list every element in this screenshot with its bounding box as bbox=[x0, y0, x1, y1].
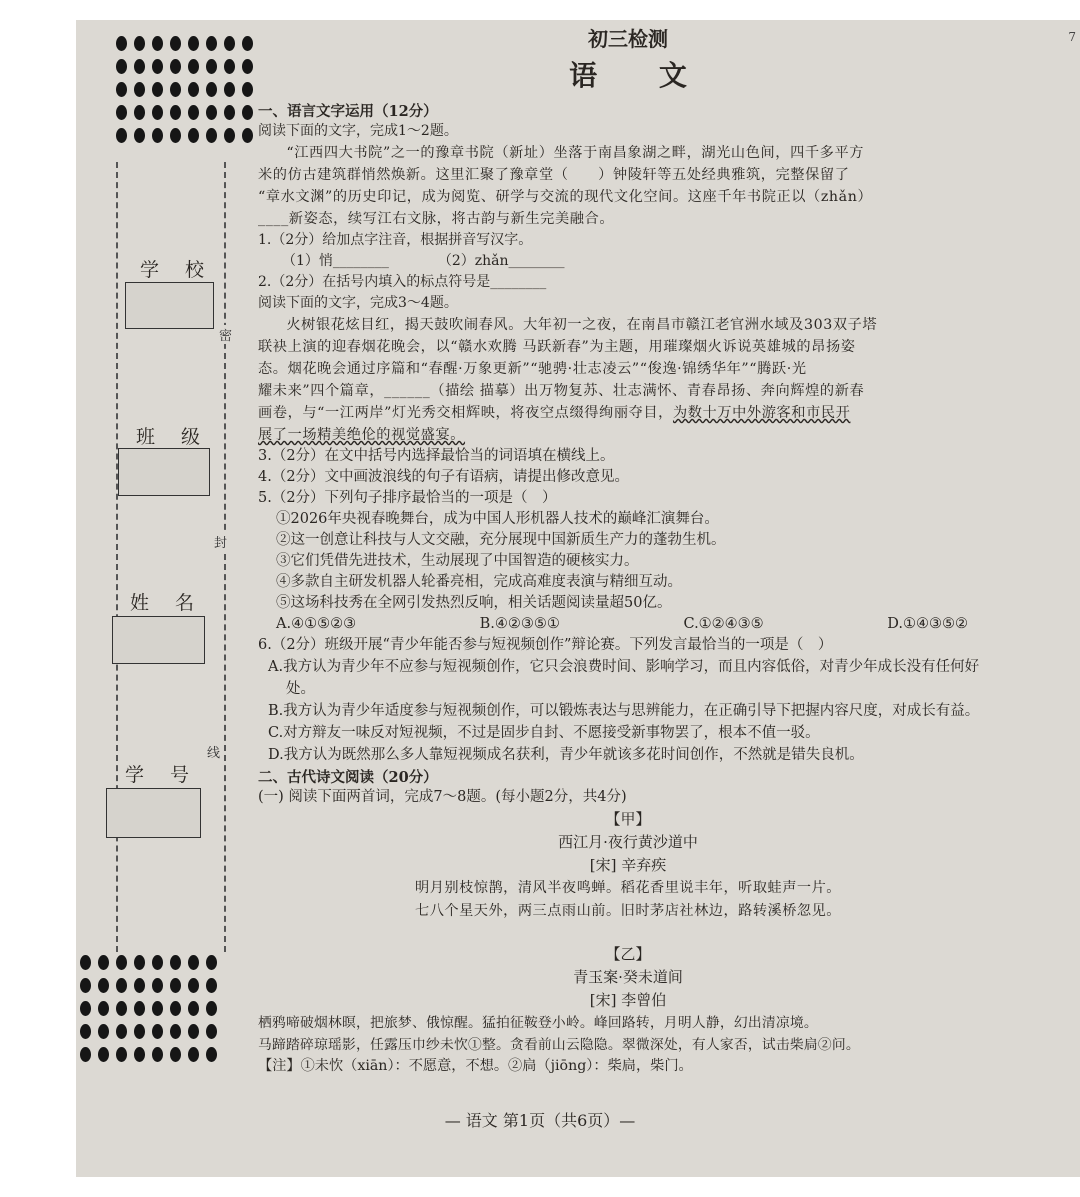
school-label: 学 校 bbox=[140, 259, 215, 281]
passage2-line: 火树银花炫目红，揭天鼓吹闹春风。大年初一之夜，在南昌市赣江老官洲水域及303双子塔 bbox=[286, 317, 878, 333]
q5-option-d[interactable]: D.①④③⑤② bbox=[887, 616, 968, 632]
question-1-subitems bbox=[258, 251, 998, 272]
poem-b-author: [宋] 李曾伯 bbox=[589, 991, 667, 1009]
q5-item: ④多款自主研发机器人轮番亮相，完成高难度表演与精细互动。 bbox=[276, 574, 682, 590]
question-1-sub2: （2）zhǎn________ bbox=[437, 253, 565, 269]
q6-option-a[interactable]: A.我方认为青少年不应参与短视频创作，它只会浪费时间、影响学习，而且内容低俗，对青少年成长没有任何好处。 bbox=[268, 659, 980, 697]
question-3: 3.（2分）在文中括号内选择最恰当的词语填在横线上。 bbox=[258, 448, 615, 464]
question-6: 6.（2分）班级开展“青少年能否参与短视频创作”辩论赛。下列发言最恰当的一项是（ ） bbox=[258, 637, 833, 653]
q5-option-a[interactable]: A.④①⑤②③ bbox=[276, 616, 357, 632]
poem-b-label: 【乙】 bbox=[605, 945, 651, 963]
binding-line-right bbox=[224, 162, 226, 952]
poem-a-line: 七八个星天外，两三点雨山前。旧时茅店社林边，路转溪桥忽见。 bbox=[415, 903, 841, 919]
section2-subheading: (一) 阅读下面两首词，完成7～8题。(每小题2分，共4分) bbox=[258, 789, 627, 805]
passage1-line: ____新姿态，续写江右文脉，将古韵与新生完美融合。 bbox=[258, 211, 615, 227]
passage2-line: 态。烟花晚会通过序篇和“春醒·万象更新”“驰骋·壮志凌云”“俊逸·锦绣华年”“腾跃·光 bbox=[258, 361, 807, 377]
student-id-field[interactable] bbox=[106, 788, 201, 838]
poem-b-line: 马蹄踏碎琼瑶影，任露压巾纱未忺①整。贪看前山云隐隐。翠微深处，有人家否，试击柴扃②问。 bbox=[258, 1037, 860, 1053]
poem-a-title: 西江月·夜行黄沙道中 bbox=[558, 833, 698, 851]
exam-title: 初三检测 bbox=[588, 27, 668, 51]
q5-item: ①2026年央视春晚舞台，成为中国人形机器人技术的巅峰汇演舞台。 bbox=[276, 511, 719, 527]
question-1-sub1: （1）悄________ bbox=[282, 253, 389, 269]
page-footer: — 语文 第1页（共6页）— bbox=[444, 1111, 636, 1130]
passage2-line bbox=[258, 424, 998, 446]
section1-intro1: 阅读下面的文字，完成1～2题。 bbox=[258, 123, 458, 139]
q5-item: ③它们凭借先进技术，生动展现了中国智造的硬核实力。 bbox=[276, 553, 639, 569]
passage1-line: “章水文渊”的历史印记，成为阅览、研学与交流的现代文化空间。这座千年书院正以（zhǎn） bbox=[258, 189, 873, 205]
q5-option-b[interactable]: B.④②③⑤① bbox=[479, 616, 560, 632]
corner-number: 7 bbox=[1068, 30, 1076, 44]
question-1: 1.（2分）给加点字注音，根据拼音写汉字。 bbox=[258, 232, 533, 248]
section1-intro2: 阅读下面的文字，完成3～4题。 bbox=[258, 295, 458, 311]
section2-heading: 二、古代诗文阅读（20分） bbox=[258, 769, 438, 786]
poem-a-label: 【甲】 bbox=[605, 810, 651, 828]
binding-dots-top bbox=[116, 36, 253, 151]
passage2-line: 联袂上演的迎春烟花晚会，以“赣水欢腾 马跃新春”为主题，用璀璨烟火诉说英雄城的昂扬姿 bbox=[258, 339, 856, 355]
q6-option-b[interactable]: B.我方认为青少年适度参与短视频创作，可以锻炼表达与思辨能力，在正确引导下把握内容尺度，对成长有益。 bbox=[268, 703, 980, 719]
seal-feng: 封 bbox=[214, 532, 227, 551]
wavy-sentence-part2: 展了一场精美绝伦的视觉盛宴。 bbox=[258, 427, 466, 443]
passage2-line bbox=[258, 402, 998, 424]
poem-a-line: 明月别枝惊鹊，清风半夜鸣蝉。稻花香里说丰年，听取蛙声一片。 bbox=[415, 880, 841, 896]
class-label: 班 级 bbox=[136, 426, 211, 448]
seal-mi: 密 bbox=[219, 325, 232, 344]
poem-b-line: 栖鸦啼破烟林暝，把旅梦、俄惊醒。猛拍征鞍登小岭。峰回路转，月明人静，幻出清凉境。 bbox=[258, 1015, 818, 1031]
passage1-line: “江西四大书院”之一的豫章书院（新址）坐落于南昌象湖之畔，湖光山色间，四千多平方 bbox=[286, 145, 865, 161]
question-5: 5.（2分）下列句子排序最恰当的一项是（ ） bbox=[258, 490, 557, 506]
question-2: 2.（2分）在括号内填入的标点符号是________ bbox=[258, 274, 547, 290]
passage1-line: 米的仿古建筑群悄然焕新。这里汇聚了豫章堂（ ）钟陵轩等五处经典雅筑，完整保留了 bbox=[258, 167, 850, 183]
q5-item: ⑤这场科技秀在全网引发热烈反响，相关话题阅读量超50亿。 bbox=[276, 595, 672, 611]
binding-dots-bottom bbox=[80, 955, 217, 1070]
seal-xian: 线 bbox=[207, 742, 220, 761]
q5-options bbox=[258, 614, 998, 635]
wavy-sentence-part1: 为数十万中外游客和市民开 bbox=[672, 405, 851, 421]
question-4: 4.（2分）文中画波浪线的句子有语病，请提出修改意见。 bbox=[258, 469, 630, 485]
q5-option-c[interactable]: C.①②④③⑤ bbox=[683, 616, 764, 632]
q6-option-d[interactable]: D.我方认为既然那么多人靠短视频成名获利，青少年就该多花时间创作，不然就是错失良机。 bbox=[268, 747, 864, 763]
poem-b-title: 青玉案·癸未道间 bbox=[573, 968, 683, 986]
poem-note: 【注】①未忺（xiān）：不愿意，不想。②扃（jiōng）：柴扃，柴门。 bbox=[258, 1058, 693, 1074]
passage2-line-text: 画卷，与“一江两岸”灯光秀交相辉映，将夜空点缀得绚丽夺目， bbox=[258, 405, 673, 421]
q6-option-c[interactable]: C.对方辩友一味反对短视频，不过是固步自封、不愿接受新事物罢了，根本不值一驳。 bbox=[268, 725, 820, 741]
name-label: 姓 名 bbox=[130, 592, 205, 614]
exam-subject: 语 文 bbox=[569, 59, 713, 92]
poem-a-author: [宋] 辛弃疾 bbox=[589, 856, 667, 874]
section1-heading: 一、语言文字运用（12分） bbox=[258, 103, 438, 120]
q5-item: ②这一创意让科技与人文交融，充分展现中国新质生产力的蓬勃生机。 bbox=[276, 532, 726, 548]
name-field[interactable] bbox=[112, 616, 205, 664]
school-field[interactable] bbox=[125, 282, 214, 329]
passage2-line: 耀未来”四个篇章，______（描绘 描摹）出万物复苏、壮志满怀、青春昂扬、奔向辉煌的新春 bbox=[258, 383, 865, 399]
exam-content bbox=[258, 20, 998, 1077]
student-id-label: 学 号 bbox=[125, 764, 200, 786]
class-field[interactable] bbox=[118, 448, 210, 496]
